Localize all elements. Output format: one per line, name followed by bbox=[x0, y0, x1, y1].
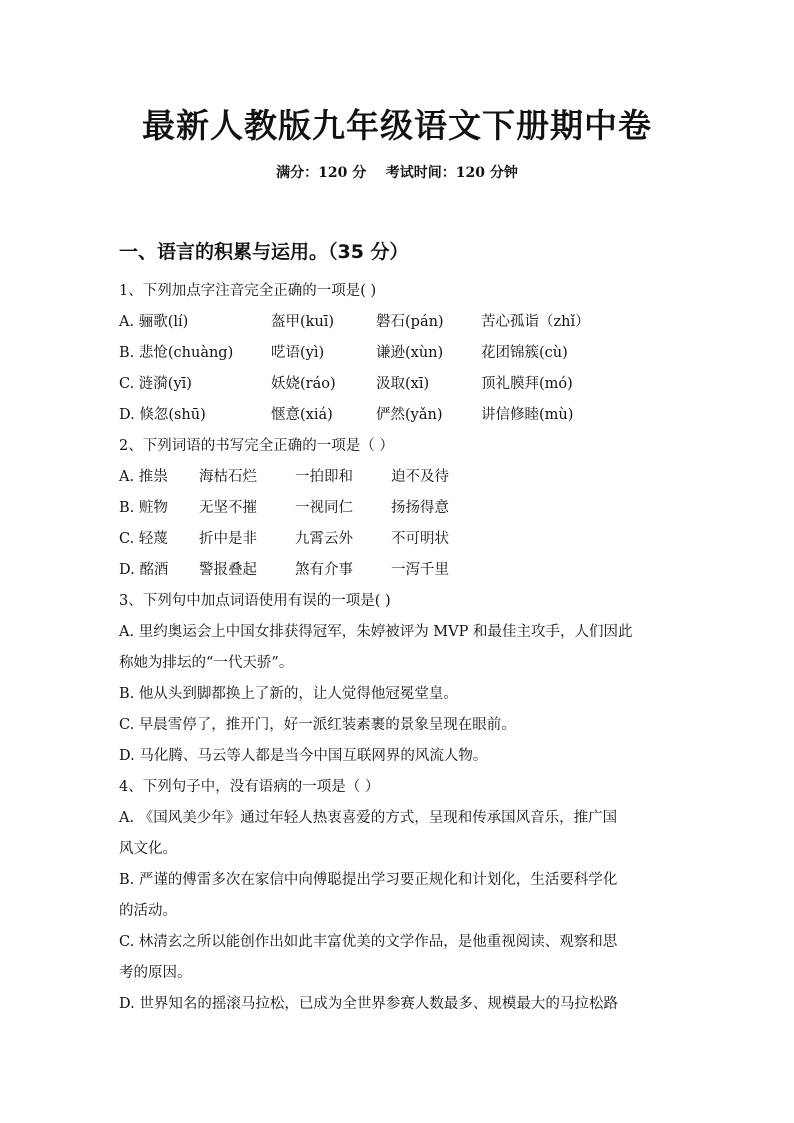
option-text: D. 倏忽(shū) bbox=[119, 407, 206, 423]
option-text: C. 涟漪(yī) bbox=[119, 376, 192, 392]
question-2-option-b bbox=[119, 493, 675, 524]
option-text: 警报叠起 bbox=[199, 562, 257, 578]
question-4-line: C. 林清玄之所以能创作出如此丰富优美的文学作品，是他重视阅读、观察和思 bbox=[119, 934, 618, 950]
section-heading: 一、语言的积累与运用。（35 分） bbox=[119, 241, 409, 263]
question-4-line: 的活动。 bbox=[119, 903, 177, 919]
question-3-line: A. 里约奥运会上中国女排获得冠军，朱婷被评为 MVP 和最佳主攻手，人们因此 bbox=[119, 624, 633, 640]
question-1-option-c bbox=[119, 369, 675, 400]
option-text: 惬意(xiá) bbox=[271, 407, 333, 423]
option-text: 无坚不摧 bbox=[199, 500, 257, 516]
question-1-option-d bbox=[119, 400, 675, 431]
question-4-line: 考的原因。 bbox=[119, 965, 192, 981]
question-3-stem: 3、下列句中加点词语使用有误的一项是( ) bbox=[119, 593, 391, 609]
question-1-option-a bbox=[119, 307, 675, 338]
option-text: 呓语(yì) bbox=[271, 345, 325, 361]
option-text: 一拍即和 bbox=[295, 469, 353, 485]
option-text: 盔甲(kuī) bbox=[271, 314, 335, 330]
option-text: 迫不及待 bbox=[391, 469, 449, 485]
question-1-stem: 1、下列加点字注音完全正确的一项是( ) bbox=[119, 283, 377, 299]
question-4-line: B. 严谨的傅雷多次在家信中向傅聪提出学习要正规化和计划化，生活要科学化 bbox=[119, 872, 618, 888]
option-text: 折中是非 bbox=[199, 531, 257, 547]
question-3-line: B. 他从头到脚都换上了新的，让人觉得他冠冕堂皇。 bbox=[119, 686, 458, 702]
question-2-stem: 2、下列词语的书写完全正确的一项是（ ） bbox=[119, 438, 394, 454]
option-text: 一视同仁 bbox=[295, 500, 353, 516]
question-3-line: D. 马化腾、马云等人都是当今中国互联网界的风流人物。 bbox=[119, 748, 488, 764]
option-text: 谦逊(xùn) bbox=[376, 345, 444, 361]
exam-info: 满分：120 分 考试时间：120 分钟 bbox=[276, 165, 518, 181]
option-text: 海枯石烂 bbox=[199, 469, 257, 485]
option-text: 九霄云外 bbox=[295, 531, 353, 547]
option-text: B. 赃物 bbox=[119, 500, 168, 516]
option-text: B. 悲怆(chuàng) bbox=[119, 345, 234, 361]
question-4-line: D. 世界知名的摇滚马拉松，已成为全世界参赛人数最多、规模最大的马拉松路 bbox=[119, 996, 618, 1012]
option-text: 扬扬得意 bbox=[391, 500, 449, 516]
question-3-line: C. 早晨雪停了，推开门，好一派红装素裹的景象呈现在眼前。 bbox=[119, 717, 516, 733]
option-text: 妖娆(ráo) bbox=[271, 376, 336, 392]
option-text: 苦心孤诣（zhǐ） bbox=[481, 314, 590, 330]
option-text: 煞有介事 bbox=[295, 562, 353, 578]
question-4-line: A. 《国风美少年》通过年轻人热衷喜爱的方式，呈现和传承国风音乐，推广国 bbox=[119, 810, 618, 826]
option-text: 汲取(xī) bbox=[376, 376, 430, 392]
option-text: 磐石(pán) bbox=[376, 314, 444, 330]
option-text: 顶礼膜拜(mó) bbox=[481, 376, 573, 392]
question-3-line: 称她为排坛的“一代天骄”。 bbox=[119, 655, 294, 671]
option-text: A. 骊歌(lí) bbox=[119, 314, 189, 330]
question-4-stem: 4、下列句子中，没有语病的一项是（ ） bbox=[119, 779, 380, 795]
question-1-option-b bbox=[119, 338, 675, 369]
option-text: A. 推祟 bbox=[119, 469, 168, 485]
question-2-option-d bbox=[119, 555, 675, 586]
option-text: 花团锦簇(cù) bbox=[481, 345, 568, 361]
option-text: 一泻千里 bbox=[391, 562, 449, 578]
question-4-line: 风文化。 bbox=[119, 841, 177, 857]
option-text: D. 酩酒 bbox=[119, 562, 169, 578]
option-text: 讲信修睦(mù) bbox=[481, 407, 574, 423]
option-text: 俨然(yǎn) bbox=[376, 407, 443, 423]
option-text: C. 轻蔑 bbox=[119, 531, 168, 547]
option-text: 不可明状 bbox=[391, 531, 449, 547]
page-title: 最新人教版九年级语文下册期中卷 bbox=[142, 106, 652, 145]
question-content bbox=[119, 276, 675, 1020]
question-2-option-c bbox=[119, 524, 675, 555]
question-2-option-a bbox=[119, 462, 675, 493]
